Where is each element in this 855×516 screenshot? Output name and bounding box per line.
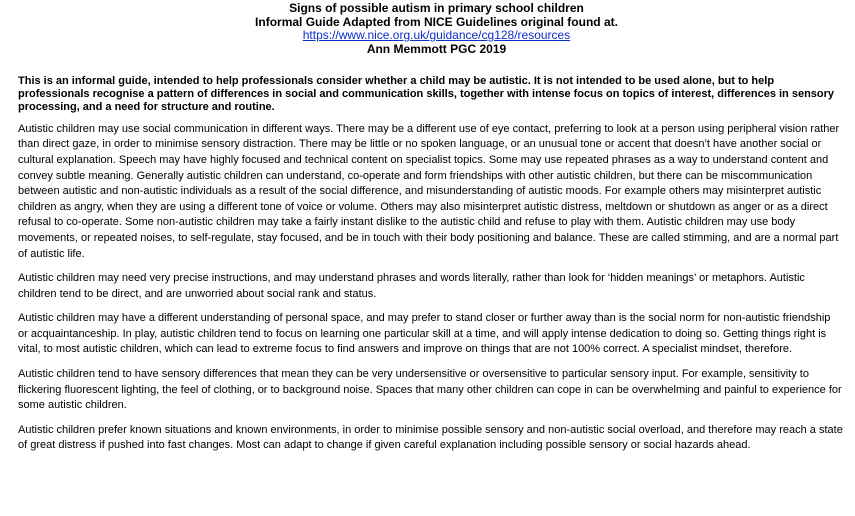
paragraph-instructions: Autistic children may need very precise instructions, and may understand phrases and words literally, rather than look for ‘hidden meanings’ or metaphors. Autistic children tend to be direct, and are unworried about social rank and status. (18, 272, 805, 300)
document-title: Signs of possible autism in primary school children (289, 1, 584, 15)
source-link[interactable]: https://www.nice.org.uk/guidance/cg128/resources (302, 28, 571, 43)
document-subtitle: Informal Guide Adapted from NICE Guidelines original found at. (255, 14, 618, 29)
paragraph-sensory: Autistic children tend to have sensory differences that mean they can be very undersensitive or oversensitive to particular sensory input. For example, sensitivity to flickering fluorescent lighting, the feel of clothing, or to background noise. Spaces that many other children can cope in can be overwhelming and painful to experience for some autistic children. (18, 368, 842, 412)
document-author: Ann Memmott PGC 2019 (366, 41, 507, 56)
paragraph-personal-space: Autistic children may have a different understanding of personal space, and may prefer to stand closer or further away than is the social norm for non-autistic friendship or acquaintanceship. In play, autistic children tend to focus on learning one particular skill at a time, and will apply intense dedication to doing so. Getting things right is vital, to most autistic children, which can lead to extreme focus to find answers and improve on things that are not 100% correct. A specialist mindset, therefore. (18, 312, 831, 356)
intro-paragraph: This is an informal guide, intended to help professionals consider whether a child may be autistic. It is not intended to be used alone, but to help professionals recognise a pattern of differences in social and communication skills, together with intense focus on topics of interest, differences in sensory processing, and a need for structure and routine. (18, 75, 835, 113)
paragraph-social-communication: Autistic children may use social communication in different ways. There may be a different use of eye contact, preferring to look at a person using peripheral vision rather than direct gaze, in order to minimise sensory distraction. There may be little or no spoken language, or an unusual tone or accent that doesn’t have another social or cultural explanation. Speech may have highly focused and technical content on specialist topics. Some may use repeated phrases as a way to understand content and convey subtle meaning. Generally autistic children can understand, co-operate and form friendships with other autistic children, but there can be miscommunication between autistic and non-autistic individuals as a result of the social difference, and misunderstanding of autistic moods. For example others may misinterpret autistic children as angry, when they are using a different tone of voice or volume. Others may also misinterpret autistic distress, meltdown or shutdown as anger or as a direct refusal to co-operate. Some non-autistic children may take a fairly instant dislike to the autistic child and refuse to play with them. Autistic children may use body movements, or repeated noises, to self-regulate, stay focused, and be in touch with their body positioning and balance. These are called stimming, and are a normal part of autistic life. (18, 122, 840, 260)
paragraph-routine: Autistic children prefer known situations and known environments, in order to minimise possible sensory and non-autistic social overload, and therefore may reach a state of great distress if pushed into fast changes. Most can adapt to change if given careful explanation including possible sensory or social hazards ahead. (18, 423, 843, 452)
document-header (30, 0, 843, 56)
